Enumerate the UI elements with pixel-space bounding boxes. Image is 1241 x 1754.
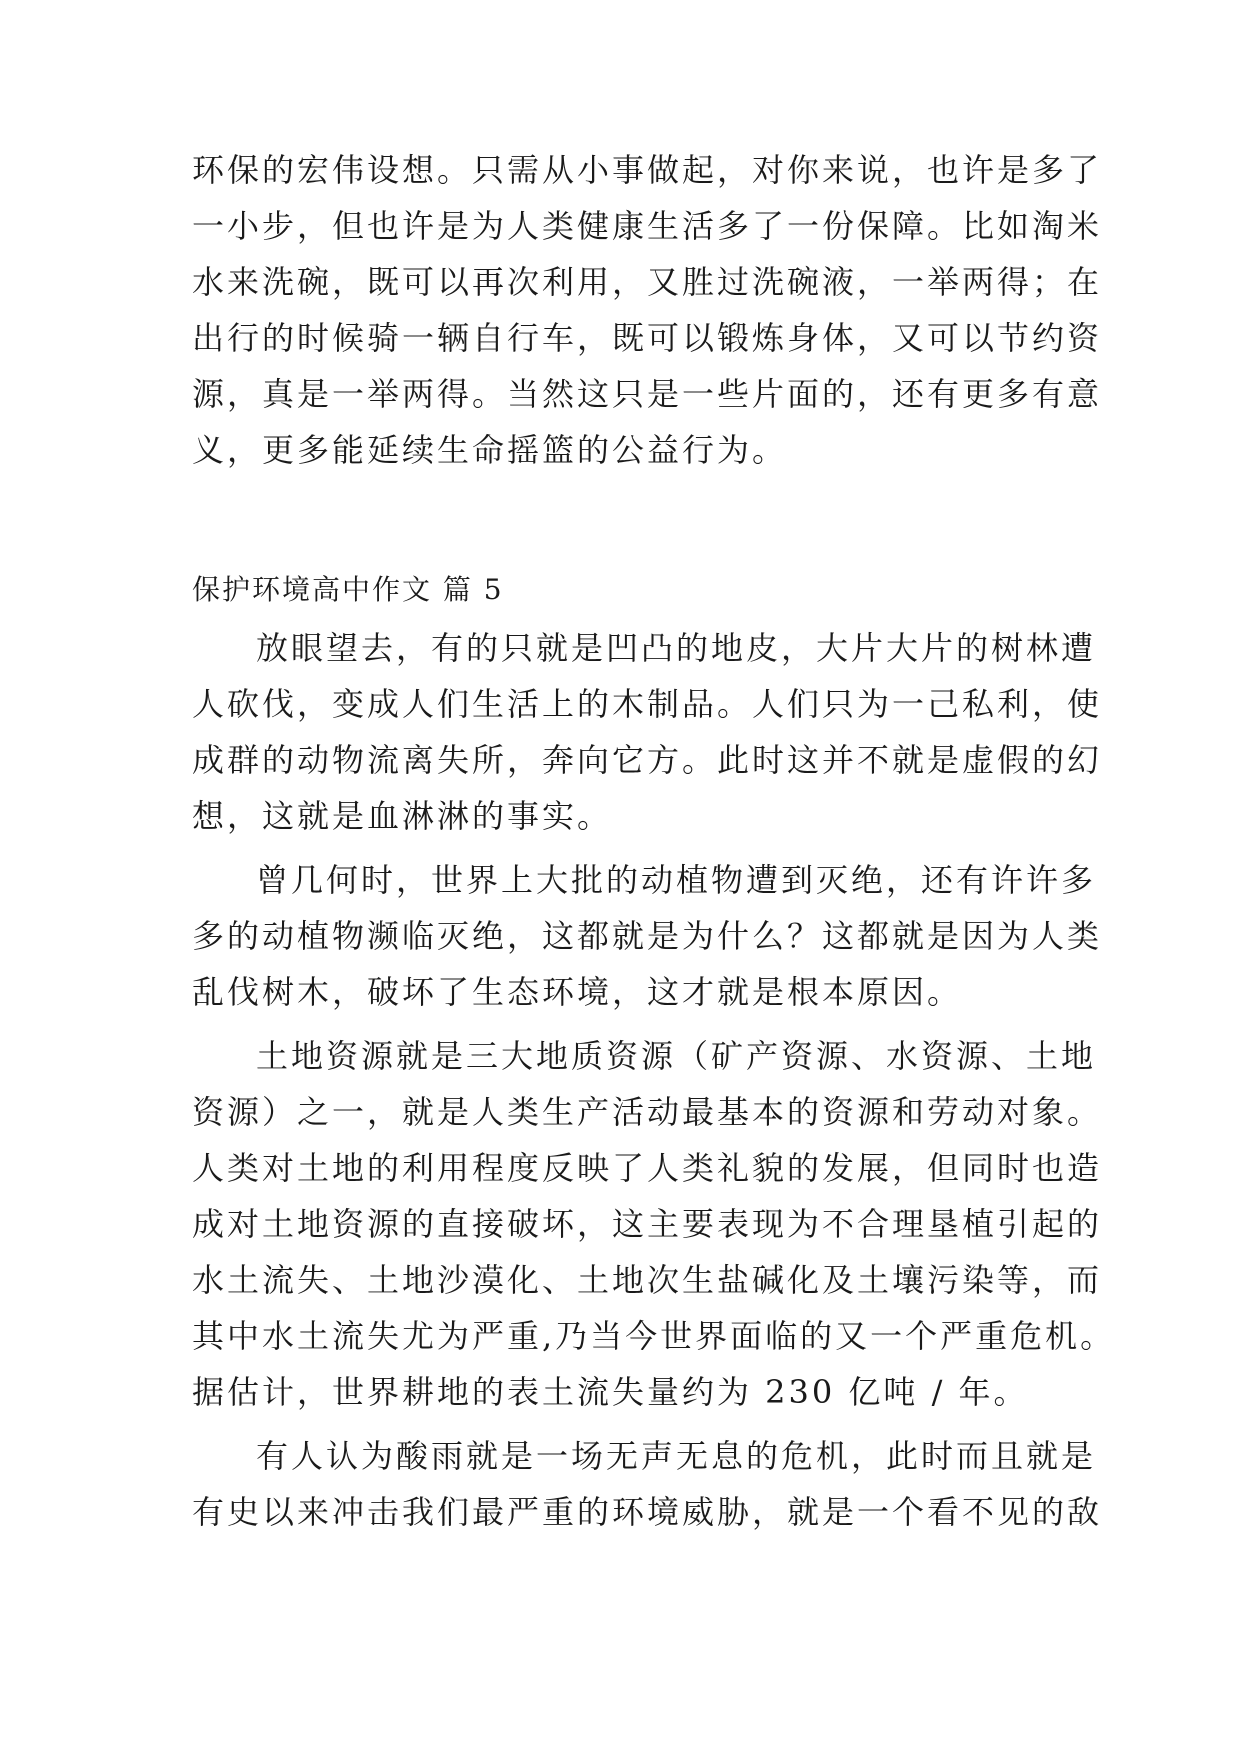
paragraph-3-line-3: 人类对土地的利用程度反映了人类礼貌的发展，但同时也造	[192, 1149, 1103, 1187]
paragraph-1-line-3: 成群的动物流离失所，奔向它方。此时这并不就是虚假的幻	[192, 741, 1103, 779]
paragraph-3-line-6: 其中水土流失尤为严重,乃当今世界面临的又一个严重危机。	[192, 1317, 1116, 1355]
paragraph-3-line-1: 土地资源就是三大地质资源（矿产资源、水资源、土地	[256, 1037, 1097, 1075]
paragraph-1-line-1: 放眼望去，有的只就是凹凸的地皮，大片大片的树林遭	[256, 629, 1097, 667]
paragraph-2-line-2: 多的动植物濒临灭绝，这都就是为什么？这都就是因为人类	[192, 917, 1103, 955]
intro-line-3: 水来洗碗，既可以再次利用，又胜过洗碗液，一举两得；在	[192, 263, 1103, 301]
paragraph-3-line-7: 据估计，世界耕地的表土流失量约为 230 亿吨 / 年。	[192, 1373, 1029, 1411]
paragraph-1-line-4: 想，这就是血淋淋的事实。	[192, 797, 613, 835]
paragraph-2-line-3: 乱伐树木，破坏了生态环境，这才就是根本原因。	[192, 973, 963, 1011]
paragraph-4-line-2: 有史以来冲击我们最严重的环境威胁，就是一个看不见的敌	[192, 1493, 1103, 1531]
intro-line-2: 一小步，但也许是为人类健康生活多了一份保障。比如淘米	[192, 207, 1103, 245]
intro-line-6: 义，更多能延续生命摇篮的公益行为。	[192, 431, 788, 469]
paragraph-1-line-2: 人砍伐，变成人们生活上的木制品。人们只为一己私利，使	[192, 685, 1103, 723]
section-heading: 保护环境高中作文 篇 5	[192, 573, 504, 606]
intro-line-5: 源，真是一举两得。当然这只是一些片面的，还有更多有意	[192, 375, 1103, 413]
paragraph-3-line-4: 成对土地资源的直接破坏，这主要表现为不合理垦植引起的	[192, 1205, 1103, 1243]
intro-line-1: 环保的宏伟设想。只需从小事做起，对你来说，也许是多了	[192, 151, 1103, 189]
paragraph-3-line-5: 水土流失、土地沙漠化、土地次生盐碱化及土壤污染等，而	[192, 1261, 1103, 1299]
intro-line-4: 出行的时候骑一辆自行车，既可以锻炼身体，又可以节约资	[192, 319, 1103, 357]
paragraph-4-line-1: 有人认为酸雨就是一场无声无息的危机，此时而且就是	[256, 1437, 1097, 1475]
paragraph-3-line-2: 资源）之一，就是人类生产活动最基本的资源和劳动对象。	[192, 1093, 1103, 1131]
paragraph-2-line-1: 曾几何时，世界上大批的动植物遭到灭绝，还有许许多	[256, 861, 1097, 899]
